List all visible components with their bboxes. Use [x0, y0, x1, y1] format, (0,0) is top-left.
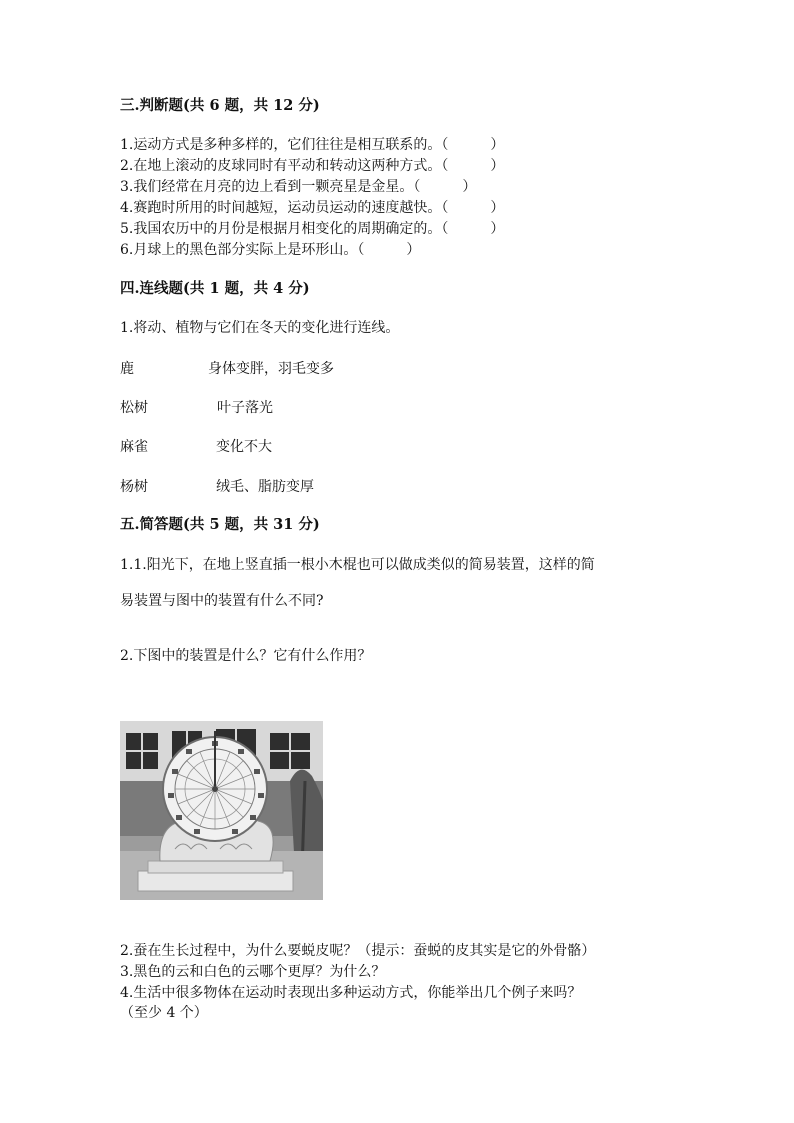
- short-answer-q5-line1: 4.生活中很多物体在运动时表现出多种运动方式，你能举出几个例子来吗？: [120, 985, 582, 1001]
- matching-question: 1.将动、植物与它们在冬天的变化进行连线。: [120, 320, 400, 336]
- judgement-item-6: 6.月球上的黑色部分实际上是环形山。（ ）: [120, 242, 421, 258]
- section-3-heading: 三.判断题(共 6 题，共 12 分): [120, 97, 320, 114]
- section-5-heading: 五.简答题(共 5 题，共 31 分): [120, 516, 320, 533]
- judgement-item-4: 4.赛跑时所用的时间越短，运动员运动的速度越快。（ ）: [120, 200, 505, 216]
- section-4-heading: 四.连线题(共 1 题，共 4 分): [120, 280, 310, 297]
- short-answer-q4: 3.黑色的云和白色的云哪个更厚？为什么？: [120, 964, 386, 980]
- matching-left-item-4: 杨树: [120, 479, 148, 495]
- short-answer-q5-line2: （至少 4 个）: [120, 1005, 208, 1021]
- matching-right-item-2: 叶子落光: [217, 400, 273, 416]
- matching-right-item-3: 变化不大: [216, 439, 272, 455]
- matching-right-item-4: 绒毛、脂肪变厚: [216, 479, 314, 495]
- short-answer-q1-line1: 1.1.阳光下，在地上竖直插一根小木棍也可以做成类似的简易装置，这样的简: [120, 557, 595, 573]
- judgement-item-1: 1.运动方式是多种多样的，它们往往是相互联系的。（ ）: [120, 137, 505, 153]
- matching-left-item-2: 松树: [120, 400, 148, 416]
- sundial-photo: [120, 721, 323, 900]
- matching-left-item-3: 麻雀: [120, 439, 148, 455]
- judgement-item-3: 3.我们经常在月亮的边上看到一颗亮星是金星。（ ）: [120, 179, 477, 195]
- matching-left-item-1: 鹿: [120, 361, 134, 377]
- short-answer-q3: 2.蚕在生长过程中，为什么要蜕皮呢？（提示：蚕蜕的皮其实是它的外骨骼）: [120, 943, 596, 959]
- short-answer-q2: 2.下图中的装置是什么？它有什么作用？: [120, 648, 372, 664]
- short-answer-q1-line2: 易装置与图中的装置有什么不同?: [120, 593, 324, 609]
- judgement-item-2: 2.在地上滚动的皮球同时有平动和转动这两种方式。（ ）: [120, 158, 505, 174]
- matching-right-item-1: 身体变胖，羽毛变多: [208, 361, 334, 377]
- judgement-item-5: 5.我国农历中的月份是根据月相变化的周期确定的。（ ）: [120, 221, 505, 237]
